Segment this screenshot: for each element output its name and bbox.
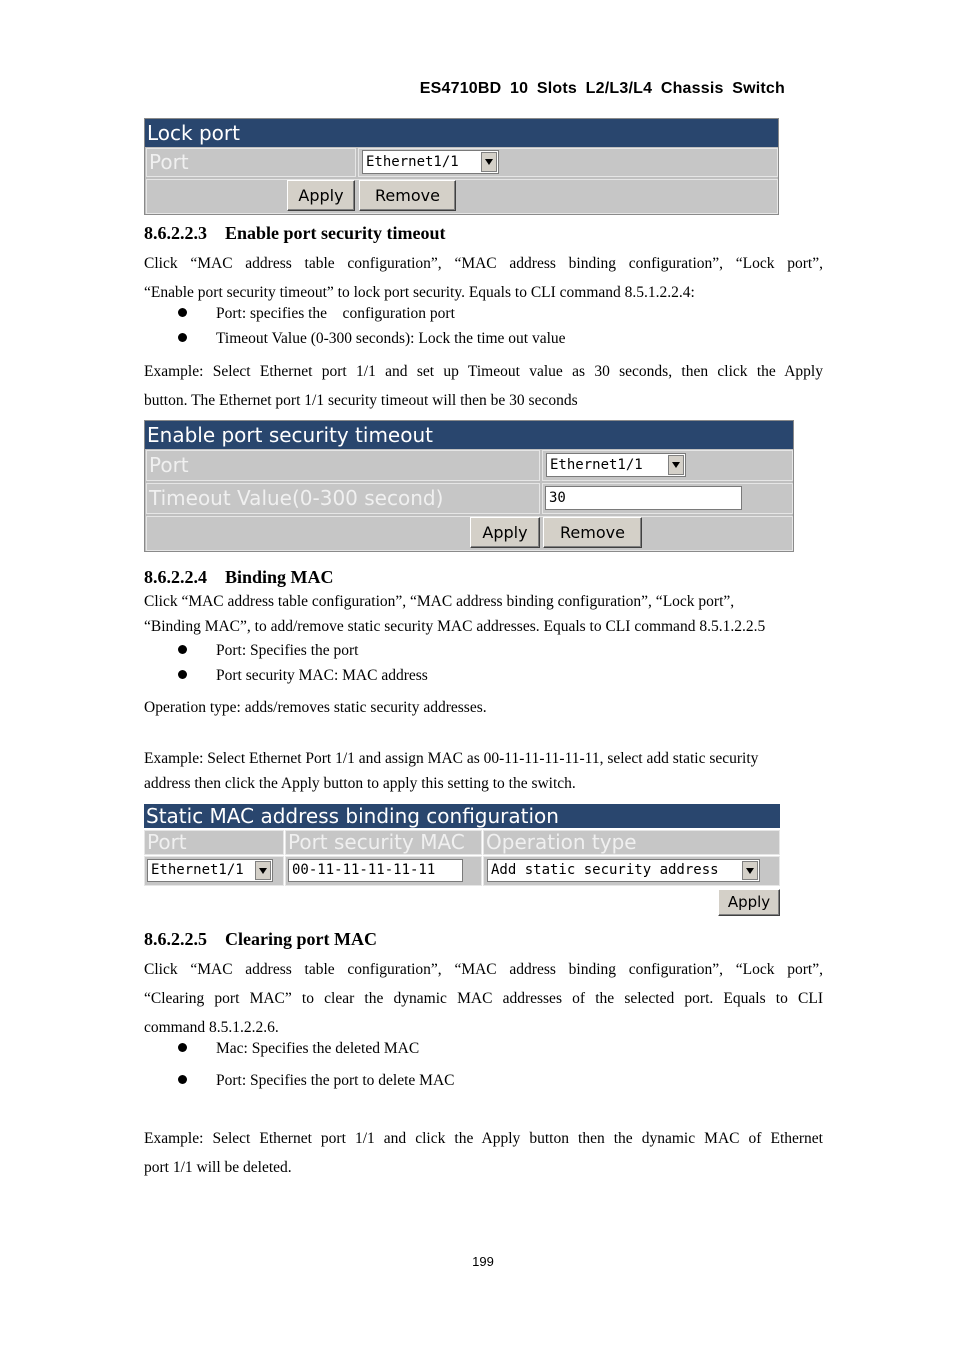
operation-select-value: Add static security address <box>491 862 719 878</box>
example-line: Example: Select Ethernet Port 1/1 and assign MAC as 00-11-11-11-11-11, select add static security <box>144 750 759 767</box>
port-select-value: Ethernet1/1 <box>366 154 459 170</box>
apply-button[interactable]: Apply <box>718 889 780 916</box>
chevron-down-icon[interactable] <box>742 861 758 880</box>
bullet-icon <box>178 1043 187 1052</box>
remove-button[interactable]: Remove <box>359 180 456 211</box>
port-select[interactable] <box>362 150 499 174</box>
intro-line: command 8.5.1.2.2.6. <box>144 1019 279 1036</box>
intro-line: “Binding MAC”, to add/remove static security MAC addresses. Equals to CLI command 8.5.1.2.2.5 <box>144 618 766 635</box>
operation-type-select[interactable] <box>487 859 760 882</box>
list-item-text: Port security MAC: MAC address <box>216 667 428 684</box>
port-label: Port <box>146 148 356 177</box>
port-select[interactable] <box>546 453 686 477</box>
apply-button[interactable]: Apply <box>287 180 355 211</box>
static-mac-panel <box>144 804 780 918</box>
mac-input[interactable]: 00-11-11-11-11-11 <box>288 859 463 882</box>
lock-port-panel <box>144 118 779 215</box>
list-item-text: Port: Specifies the port <box>216 642 359 659</box>
port-select-value: Ethernet1/1 <box>550 457 643 473</box>
remove-button[interactable]: Remove <box>543 517 642 548</box>
page-number: 199 <box>472 1254 494 1269</box>
intro-line: Click “MAC address table configuration”, “MAC address binding configuration”, “Lock port”, <box>144 961 823 978</box>
intro-line: “Enable port security timeout” to lock port security. Equals to CLI command 8.5.1.2.2.4: <box>144 284 695 301</box>
list-item <box>178 642 359 660</box>
timeout-panel <box>144 420 794 552</box>
bullet-icon <box>178 1075 187 1084</box>
list-item-text: Port: specifies the configuration port <box>216 305 455 322</box>
intro-line: “Clearing port MAC” to clear the dynamic MAC addresses of the selected port. Equals to CLI <box>144 990 823 1007</box>
bullet-icon <box>178 333 187 342</box>
section-title: Enable port security timeout <box>225 223 446 243</box>
button-row <box>146 179 778 214</box>
section-number: 8.6.2.2.3 <box>144 223 207 243</box>
section-heading-binding-mac <box>144 567 334 588</box>
binding-example <box>144 746 823 796</box>
list-item <box>178 305 455 323</box>
port-select-value: Ethernet1/1 <box>151 862 244 878</box>
chevron-down-icon[interactable] <box>481 152 497 172</box>
timeout-intro <box>144 249 823 307</box>
example-line: Example: Select Ethernet port 1/1 and set up Timeout value as 30 seconds, then click the Apply <box>144 363 823 380</box>
column-header-port: Port <box>144 830 284 855</box>
column-header-mac: Port security MAC <box>285 830 482 855</box>
bullet-icon <box>178 670 187 679</box>
example-line: address then click the Apply button to apply this setting to the switch. <box>144 775 576 792</box>
chevron-down-icon[interactable] <box>255 861 271 880</box>
timeout-input[interactable]: 30 <box>545 486 742 510</box>
example-line: port 1/1 will be deleted. <box>144 1159 292 1176</box>
port-select[interactable] <box>147 859 273 882</box>
binding-intro <box>144 589 823 639</box>
port-label: Port <box>146 450 540 481</box>
section-title: Binding MAC <box>225 567 334 587</box>
chevron-down-icon[interactable] <box>668 455 684 475</box>
clearing-example <box>144 1124 823 1182</box>
bullet-icon <box>178 645 187 654</box>
operation-type-text: Operation type: adds/removes static security addresses. <box>144 699 487 716</box>
list-item <box>178 1040 419 1058</box>
section-heading-timeout <box>144 223 445 244</box>
list-item <box>178 1072 455 1090</box>
panel-title: Lock port <box>145 119 778 147</box>
apply-button[interactable]: Apply <box>470 517 540 548</box>
panel-title: Static MAC address binding configuration <box>144 804 780 828</box>
bullet-icon <box>178 308 187 317</box>
section-title: Clearing port MAC <box>225 929 377 949</box>
document-header: ES4710BD 10 Slots L2/L3/L4 Chassis Switch <box>419 80 785 97</box>
example-line: Example: Select Ethernet port 1/1 and click the Apply button then the dynamic MAC of Ethernet <box>144 1130 823 1147</box>
timeout-label: Timeout Value(0-300 second) <box>146 483 540 514</box>
list-item-text: Mac: Specifies the deleted MAC <box>216 1040 420 1057</box>
list-item-text: Timeout Value (0-300 seconds): Lock the time out value <box>216 330 566 347</box>
section-number: 8.6.2.2.4 <box>144 567 207 587</box>
list-item <box>178 667 428 685</box>
clearing-intro <box>144 955 823 1042</box>
intro-line: Click “MAC address table configuration”, “MAC address binding configuration”, “Lock port”, <box>144 255 823 272</box>
panel-title: Enable port security timeout <box>145 421 793 449</box>
list-item <box>178 330 566 348</box>
section-number: 8.6.2.2.5 <box>144 929 207 949</box>
column-header-operation: Operation type <box>483 830 780 855</box>
timeout-example <box>144 357 823 415</box>
section-heading-clearing-mac <box>144 929 377 950</box>
list-item-text: Port: Specifies the port to delete MAC <box>216 1072 455 1089</box>
intro-line: Click “MAC address table configuration”, “MAC address binding configuration”, “Lock port”, <box>144 593 735 610</box>
example-line: button. The Ethernet port 1/1 security timeout will then be 30 seconds <box>144 392 578 409</box>
